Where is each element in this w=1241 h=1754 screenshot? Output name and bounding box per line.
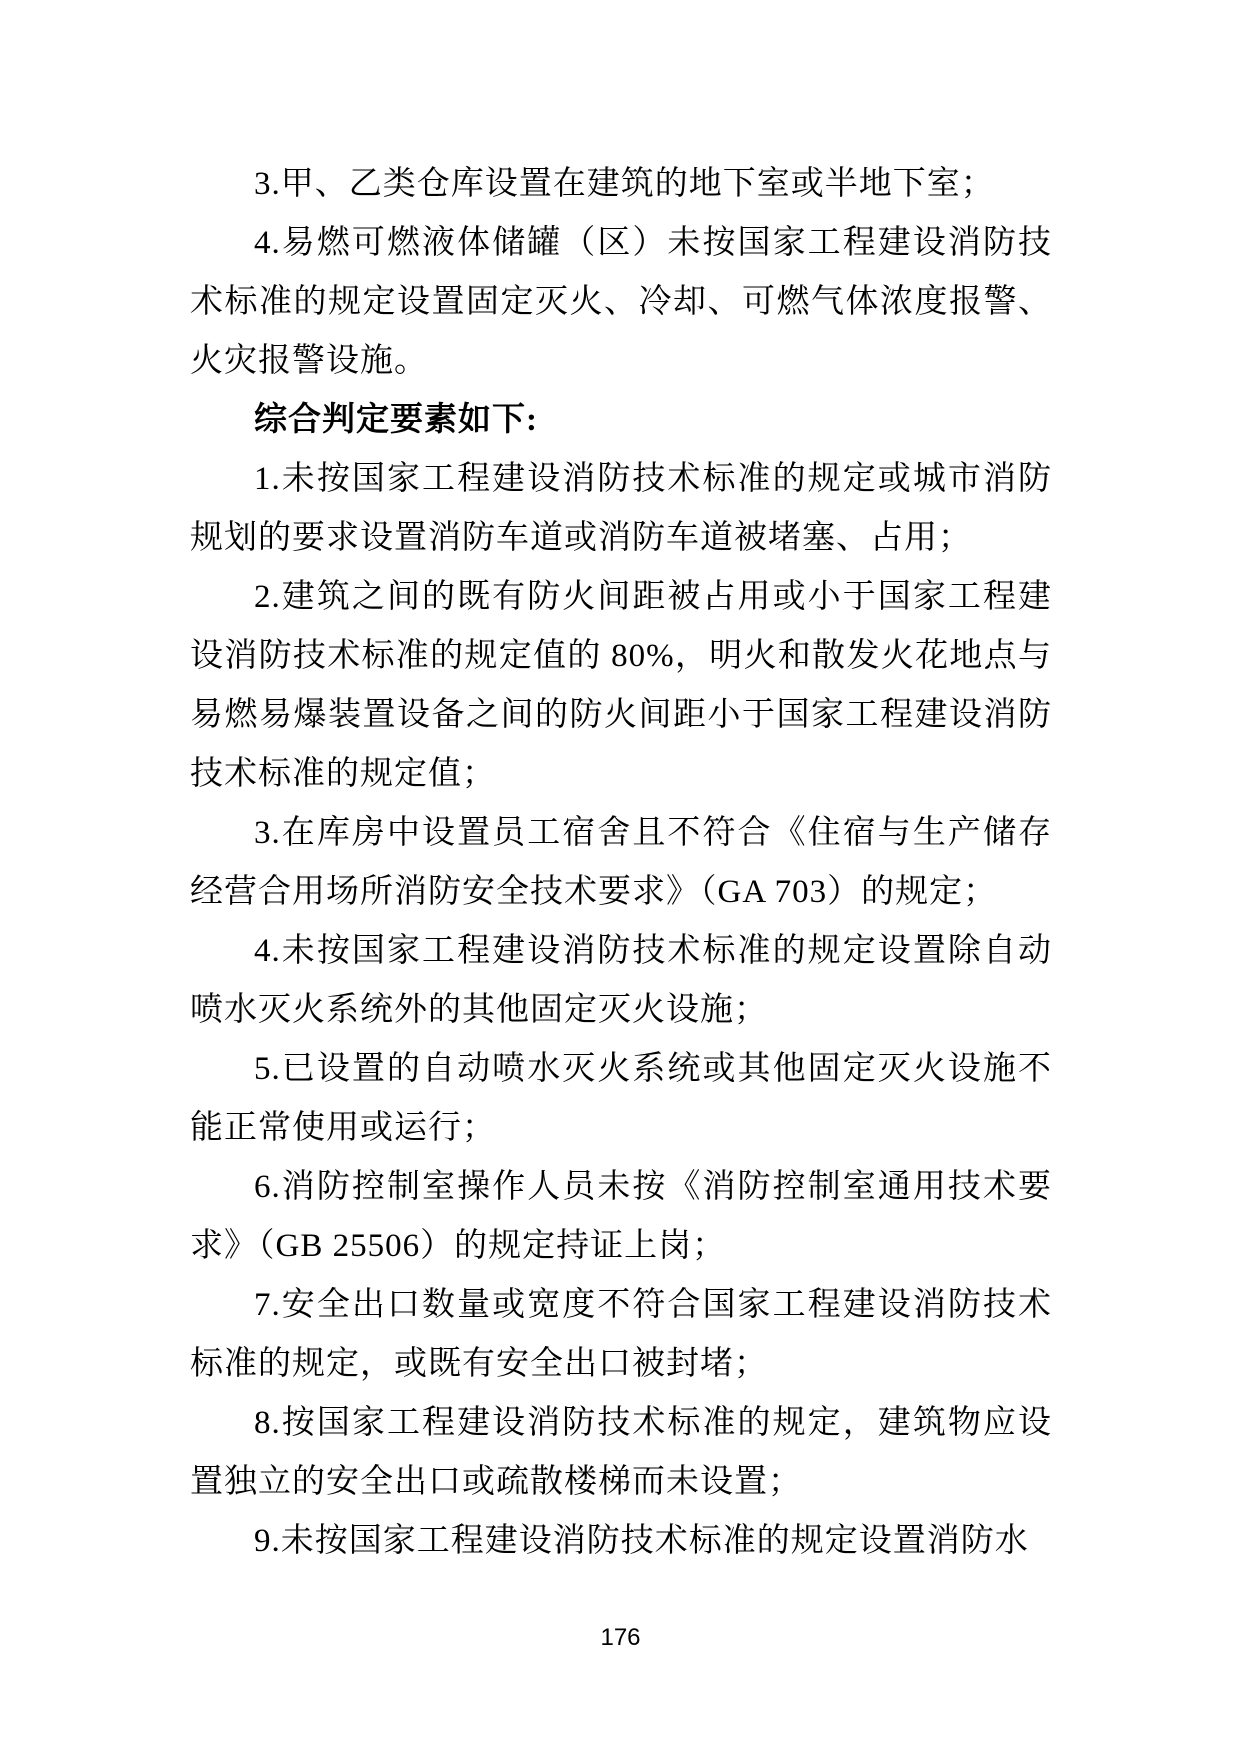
paragraph-list-item-3-warehouse-basement: 3.甲、乙类仓库设置在建筑的地下室或半地下室；: [254, 166, 995, 202]
paragraph-factor-5-sprinkler-not-working: 5.已设置的自动喷水灭火系统或其他固定灭火设施不能正常使用或运行；: [190, 1051, 1052, 1146]
page-number: 176: [600, 1624, 641, 1651]
paragraph-list-item-4-flammable-liquid-tanks: 4.易燃可燃液体储罐（区）未按国家工程建设消防技术标准的规定设置固定灭火、冷却、可燃气体浓度报警、火灾报警设施。: [190, 225, 1052, 379]
paragraph-factor-1-fire-lanes: 1.未按国家工程建设消防技术标准的规定或城市消防规划的要求设置消防车道或消防车道被堵塞、占用；: [190, 461, 1052, 556]
paragraph-factor-2-fire-separation: 2.建筑之间的既有防火间距被占用或小于国家工程建设消防技术标准的规定值的 80%，明火和散发火花地点与易燃易爆装置设备之间的防火间距小于国家工程建设消防技术标准的规定值；: [190, 579, 1052, 792]
paragraph-factor-9-fire-water-partial: 9.未按国家工程建设消防技术标准的规定设置消防水: [254, 1523, 1029, 1559]
page-footer: [0, 1624, 1241, 1652]
section-heading-comprehensive-factors: 综合判定要素如下:: [254, 402, 538, 438]
paragraph-factor-7-exits-quantity-width: 7.安全出口数量或宽度不符合国家工程建设消防技术标准的规定，或既有安全出口被封堵；: [190, 1287, 1052, 1382]
paragraph-factor-3-dormitory-in-warehouse: 3.在库房中设置员工宿舍且不符合《住宿与生产储存经营合用场所消防安全技术要求》（GA 703）的规定；: [190, 815, 1052, 910]
paragraph-factor-6-control-room-operators: 6.消防控制室操作人员未按《消防控制室通用技术要求》（GB 25506）的规定持证上岗；: [190, 1169, 1052, 1264]
paragraph-factor-4-fixed-extinguishing: 4.未按国家工程建设消防技术标准的规定设置除自动喷水灭火系统外的其他固定灭火设施；: [190, 933, 1052, 1028]
paragraph-factor-8-independent-exits: 8.按国家工程建设消防技术标准的规定，建筑物应设置独立的安全出口或疏散楼梯而未设置；: [190, 1405, 1052, 1500]
